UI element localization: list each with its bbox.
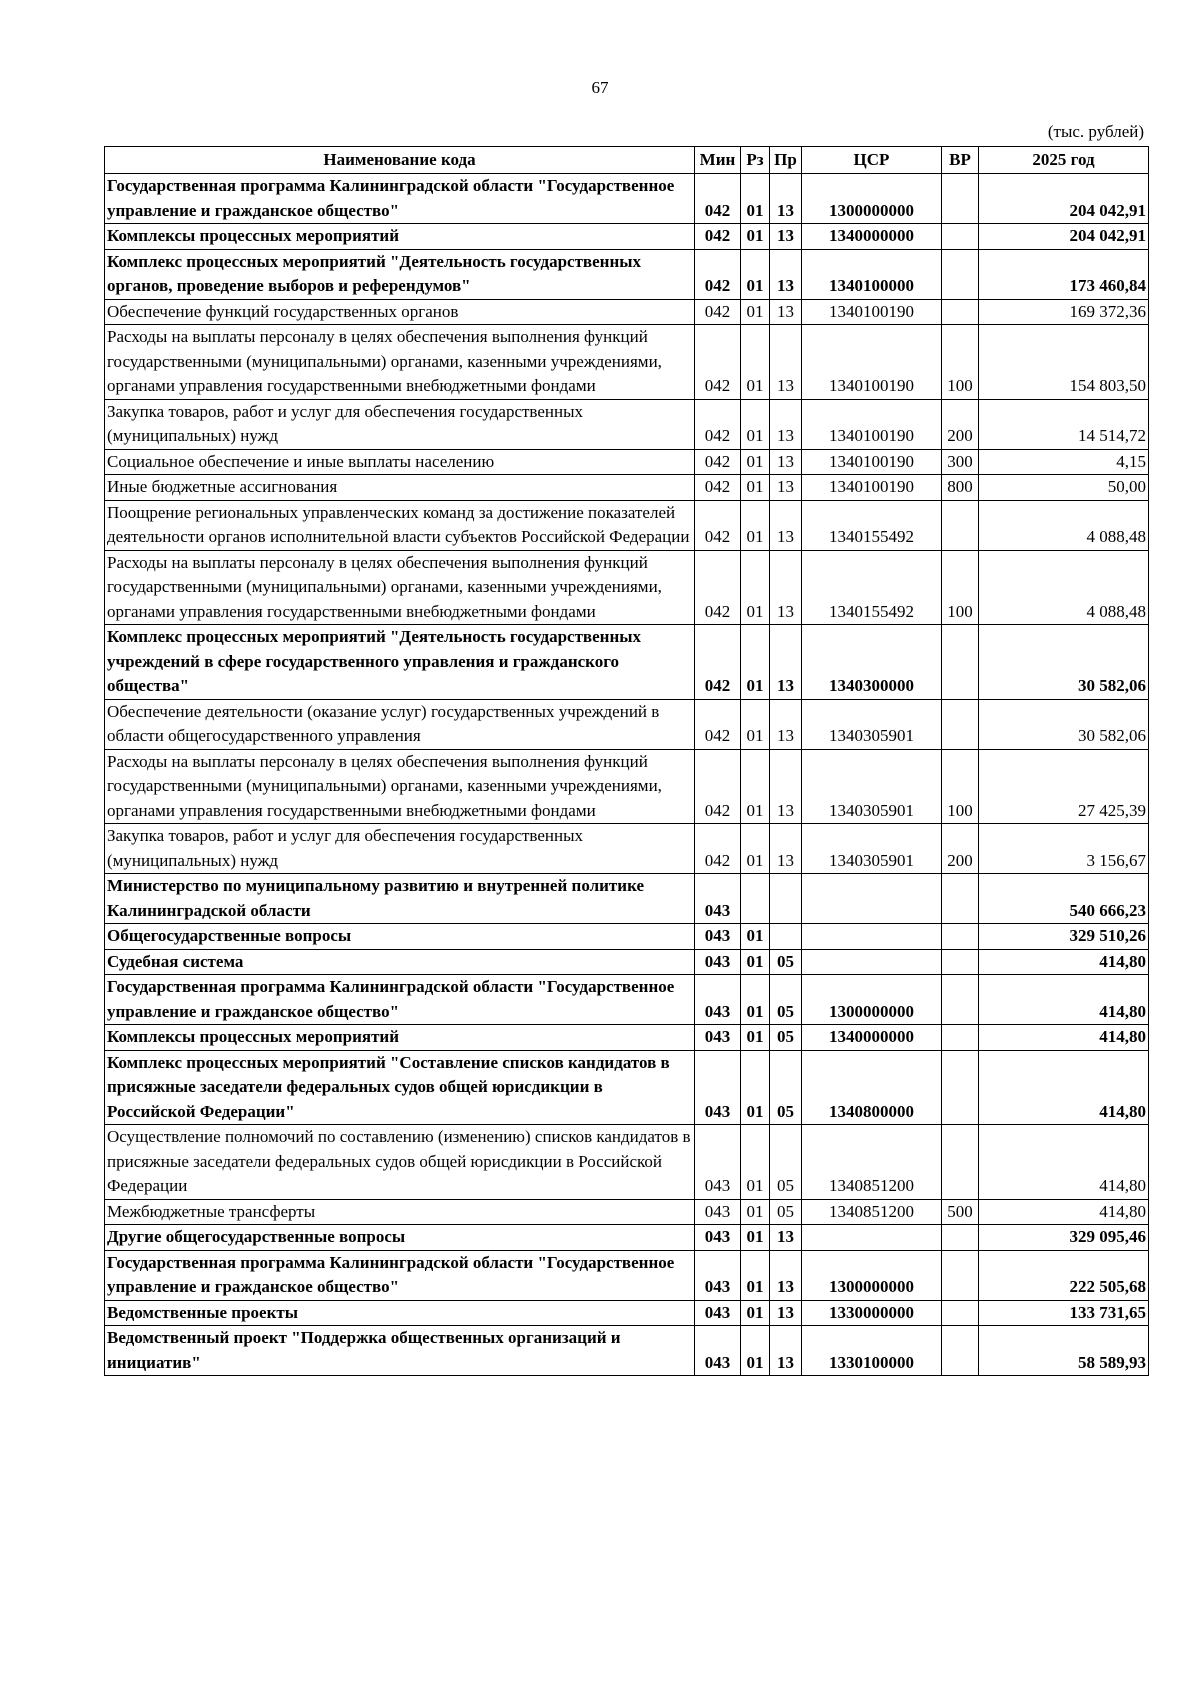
table-row: [105, 949, 1149, 975]
cell-vr: [942, 975, 979, 1025]
cell-csr: 1340000000: [802, 224, 942, 250]
cell-vr: 100: [942, 749, 979, 824]
cell-rz: 01: [741, 1050, 770, 1125]
cell-name: Судебная система: [105, 949, 695, 975]
cell-min: 042: [695, 749, 741, 824]
cell-name: Комплекс процессных мероприятий "Деятельность государственных органов, проведение выборов и референдумов": [105, 249, 695, 299]
cell-amount: 30 582,06: [979, 625, 1149, 700]
cell-csr: 1340100000: [802, 249, 942, 299]
cell-pr: 05: [770, 1199, 802, 1225]
cell-name: Общегосударственные вопросы: [105, 924, 695, 950]
units-label: (тыс. рублей): [1047, 122, 1144, 141]
cell-pr: [770, 874, 802, 924]
cell-pr: 05: [770, 1125, 802, 1200]
cell-amount: 30 582,06: [979, 699, 1149, 749]
cell-min: 043: [695, 949, 741, 975]
cell-rz: 01: [741, 924, 770, 950]
cell-amount: 4 088,48: [979, 500, 1149, 550]
cell-rz: 01: [741, 449, 770, 475]
cell-name: Поощрение региональных управленческих команд за достижение показателей деятельности органов исполнительной власти субъектов Российской Федерации: [105, 500, 695, 550]
cell-min: 042: [695, 824, 741, 874]
cell-rz: 01: [741, 1225, 770, 1251]
table-row: [105, 749, 1149, 824]
cell-pr: 05: [770, 949, 802, 975]
cell-name: Расходы на выплаты персоналу в целях обеспечения выполнения функций государственными (муниципальными) органами, казенными учреждениями, органами управления государственными внебюджетными фондами: [105, 550, 695, 625]
cell-rz: 01: [741, 975, 770, 1025]
cell-csr: 1340100190: [802, 449, 942, 475]
table-row: [105, 1125, 1149, 1200]
page-number: 67: [591, 78, 609, 97]
table-row: [105, 550, 1149, 625]
cell-min: 043: [695, 874, 741, 924]
cell-min: 042: [695, 249, 741, 299]
cell-vr: [942, 1025, 979, 1051]
cell-csr: [802, 949, 942, 975]
table-row: [105, 475, 1149, 501]
cell-amount: 3 156,67: [979, 824, 1149, 874]
cell-vr: 100: [942, 550, 979, 625]
cell-csr: 1340851200: [802, 1125, 942, 1200]
cell-pr: [770, 924, 802, 950]
cell-rz: 01: [741, 224, 770, 250]
cell-name: Другие общегосударственные вопросы: [105, 1225, 695, 1251]
cell-min: 042: [695, 449, 741, 475]
cell-amount: 58 589,93: [979, 1326, 1149, 1376]
table-row: [105, 249, 1149, 299]
cell-vr: [942, 625, 979, 700]
cell-csr: [802, 874, 942, 924]
cell-csr: 1340155492: [802, 550, 942, 625]
table-row: [105, 924, 1149, 950]
cell-vr: [942, 249, 979, 299]
cell-vr: [942, 299, 979, 325]
table-body: [105, 174, 1149, 1376]
cell-min: 043: [695, 1050, 741, 1125]
table-row: [105, 399, 1149, 449]
cell-csr: [802, 1225, 942, 1251]
header-name: Наименование кода: [105, 147, 695, 174]
cell-min: 042: [695, 500, 741, 550]
cell-rz: 01: [741, 699, 770, 749]
cell-rz: 01: [741, 500, 770, 550]
table-row: [105, 625, 1149, 700]
cell-min: 043: [695, 1225, 741, 1251]
budget-table: [104, 146, 1149, 1376]
cell-pr: 05: [770, 975, 802, 1025]
cell-vr: [942, 1250, 979, 1300]
cell-csr: 1340300000: [802, 625, 942, 700]
cell-amount: 329 510,26: [979, 924, 1149, 950]
cell-min: 042: [695, 399, 741, 449]
table-row: [105, 174, 1149, 224]
cell-pr: 13: [770, 1225, 802, 1251]
table-row: [105, 1250, 1149, 1300]
cell-amount: 414,80: [979, 1025, 1149, 1051]
table-row: [105, 1326, 1149, 1376]
cell-pr: 13: [770, 174, 802, 224]
table-row: [105, 1300, 1149, 1326]
cell-min: 043: [695, 1025, 741, 1051]
cell-min: 042: [695, 699, 741, 749]
cell-pr: 13: [770, 475, 802, 501]
header-min: Мин: [695, 147, 741, 174]
cell-amount: 154 803,50: [979, 325, 1149, 400]
cell-vr: 200: [942, 824, 979, 874]
cell-amount: 414,80: [979, 1050, 1149, 1125]
cell-rz: 01: [741, 1199, 770, 1225]
cell-csr: 1340305901: [802, 749, 942, 824]
cell-min: 042: [695, 224, 741, 250]
cell-csr: 1340305901: [802, 824, 942, 874]
cell-rz: 01: [741, 749, 770, 824]
cell-amount: 27 425,39: [979, 749, 1149, 824]
cell-name: Государственная программа Калининградской области "Государственное управление и гражданское общество": [105, 975, 695, 1025]
cell-csr: 1340100190: [802, 475, 942, 501]
cell-vr: [942, 949, 979, 975]
header-vr: ВР: [942, 147, 979, 174]
table-row: [105, 975, 1149, 1025]
cell-min: 043: [695, 1250, 741, 1300]
cell-pr: 13: [770, 399, 802, 449]
cell-pr: 13: [770, 699, 802, 749]
table-row: [105, 1199, 1149, 1225]
cell-pr: 13: [770, 625, 802, 700]
cell-name: Комплексы процессных мероприятий: [105, 1025, 695, 1051]
cell-vr: [942, 1300, 979, 1326]
cell-min: 043: [695, 975, 741, 1025]
cell-min: 042: [695, 299, 741, 325]
cell-amount: 173 460,84: [979, 249, 1149, 299]
cell-pr: 05: [770, 1050, 802, 1125]
cell-vr: [942, 1225, 979, 1251]
cell-vr: [942, 1125, 979, 1200]
cell-csr: 1340800000: [802, 1050, 942, 1125]
cell-name: Комплексы процессных мероприятий: [105, 224, 695, 250]
cell-csr: 1330000000: [802, 1300, 942, 1326]
cell-amount: 329 095,46: [979, 1225, 1149, 1251]
table-row: [105, 1050, 1149, 1125]
cell-vr: [942, 1326, 979, 1376]
cell-amount: 4 088,48: [979, 550, 1149, 625]
cell-vr: [942, 174, 979, 224]
cell-rz: 01: [741, 299, 770, 325]
cell-vr: [942, 924, 979, 950]
cell-vr: [942, 874, 979, 924]
cell-amount: 4,15: [979, 449, 1149, 475]
cell-min: 042: [695, 475, 741, 501]
cell-rz: 01: [741, 1250, 770, 1300]
cell-name: Обеспечение деятельности (оказание услуг) государственных учреждений в области общегосударственного управления: [105, 699, 695, 749]
cell-name: Обеспечение функций государственных органов: [105, 299, 695, 325]
table-row: [105, 824, 1149, 874]
cell-min: 042: [695, 550, 741, 625]
cell-amount: 414,80: [979, 975, 1149, 1025]
cell-vr: [942, 500, 979, 550]
cell-vr: 100: [942, 325, 979, 400]
cell-name: Комплекс процессных мероприятий "Составление списков кандидатов в присяжные заседатели федеральных судов общей юрисдикции в Российской Федерации": [105, 1050, 695, 1125]
cell-min: 042: [695, 325, 741, 400]
table-row: [105, 449, 1149, 475]
cell-rz: 01: [741, 1125, 770, 1200]
cell-amount: 414,80: [979, 1199, 1149, 1225]
table-row: [105, 1025, 1149, 1051]
cell-rz: 01: [741, 1326, 770, 1376]
cell-vr: 300: [942, 449, 979, 475]
cell-rz: 01: [741, 625, 770, 700]
header-row: [105, 147, 1149, 174]
table-row: [105, 699, 1149, 749]
table-header: [105, 147, 1149, 174]
cell-vr: [942, 224, 979, 250]
cell-csr: 1340000000: [802, 1025, 942, 1051]
cell-pr: 13: [770, 224, 802, 250]
cell-rz: [741, 874, 770, 924]
cell-amount: 414,80: [979, 949, 1149, 975]
cell-amount: 204 042,91: [979, 174, 1149, 224]
cell-vr: 500: [942, 1199, 979, 1225]
cell-csr: 1300000000: [802, 1250, 942, 1300]
cell-csr: 1340100190: [802, 299, 942, 325]
table-row: [105, 325, 1149, 400]
cell-pr: 05: [770, 1025, 802, 1051]
cell-amount: 133 731,65: [979, 1300, 1149, 1326]
cell-rz: 01: [741, 174, 770, 224]
cell-vr: [942, 699, 979, 749]
cell-amount: 414,80: [979, 1125, 1149, 1200]
cell-amount: 169 372,36: [979, 299, 1149, 325]
header-amount: 2025 год: [979, 147, 1149, 174]
table-row: [105, 874, 1149, 924]
cell-csr: 1340305901: [802, 699, 942, 749]
cell-pr: 13: [770, 824, 802, 874]
cell-pr: 13: [770, 249, 802, 299]
cell-amount: 50,00: [979, 475, 1149, 501]
cell-amount: 14 514,72: [979, 399, 1149, 449]
cell-name: Государственная программа Калининградской области "Государственное управление и гражданское общество": [105, 174, 695, 224]
cell-csr: 1340100190: [802, 325, 942, 400]
cell-rz: 01: [741, 1025, 770, 1051]
cell-rz: 01: [741, 1300, 770, 1326]
cell-vr: 800: [942, 475, 979, 501]
cell-min: 043: [695, 1125, 741, 1200]
cell-min: 043: [695, 1199, 741, 1225]
cell-name: Ведомственные проекты: [105, 1300, 695, 1326]
cell-csr: 1330100000: [802, 1326, 942, 1376]
cell-vr: [942, 1050, 979, 1125]
cell-csr: 1300000000: [802, 174, 942, 224]
cell-rz: 01: [741, 325, 770, 400]
cell-pr: 13: [770, 550, 802, 625]
cell-amount: 204 042,91: [979, 224, 1149, 250]
cell-name: Закупка товаров, работ и услуг для обеспечения государственных (муниципальных) нужд: [105, 399, 695, 449]
cell-csr: 1300000000: [802, 975, 942, 1025]
cell-name: Государственная программа Калининградской области "Государственное управление и гражданское общество": [105, 1250, 695, 1300]
table-row: [105, 500, 1149, 550]
cell-amount: 540 666,23: [979, 874, 1149, 924]
cell-pr: 13: [770, 749, 802, 824]
table-row: [105, 1225, 1149, 1251]
cell-amount: 222 505,68: [979, 1250, 1149, 1300]
cell-rz: 01: [741, 249, 770, 299]
cell-rz: 01: [741, 550, 770, 625]
cell-name: Социальное обеспечение и иные выплаты населению: [105, 449, 695, 475]
cell-pr: 13: [770, 1250, 802, 1300]
cell-name: Иные бюджетные ассигнования: [105, 475, 695, 501]
table-row: [105, 224, 1149, 250]
cell-name: Комплекс процессных мероприятий "Деятельность государственных учреждений в сфере государственного управления и гражданского общества": [105, 625, 695, 700]
header-rz: Рз: [741, 147, 770, 174]
cell-pr: 13: [770, 299, 802, 325]
cell-csr: 1340155492: [802, 500, 942, 550]
cell-csr: 1340100190: [802, 399, 942, 449]
cell-csr: 1340851200: [802, 1199, 942, 1225]
cell-vr: 200: [942, 399, 979, 449]
cell-rz: 01: [741, 475, 770, 501]
cell-pr: 13: [770, 449, 802, 475]
cell-pr: 13: [770, 325, 802, 400]
cell-pr: 13: [770, 1326, 802, 1376]
cell-min: 043: [695, 1300, 741, 1326]
cell-name: Закупка товаров, работ и услуг для обеспечения государственных (муниципальных) нужд: [105, 824, 695, 874]
cell-min: 042: [695, 174, 741, 224]
cell-pr: 13: [770, 500, 802, 550]
cell-name: Ведомственный проект "Поддержка общественных организаций и инициатив": [105, 1326, 695, 1376]
header-csr: ЦСР: [802, 147, 942, 174]
cell-name: Межбюджетные трансферты: [105, 1199, 695, 1225]
cell-pr: 13: [770, 1300, 802, 1326]
cell-name: Министерство по муниципальному развитию и внутренней политике Калининградской области: [105, 874, 695, 924]
cell-name: Расходы на выплаты персоналу в целях обеспечения выполнения функций государственными (муниципальными) органами, казенными учреждениями, органами управления государственными внебюджетными фондами: [105, 749, 695, 824]
cell-rz: 01: [741, 949, 770, 975]
header-pr: Пр: [770, 147, 802, 174]
cell-name: Осуществление полномочий по составлению (изменению) списков кандидатов в присяжные заседатели федеральных судов общей юрисдикции в Российской Федерации: [105, 1125, 695, 1200]
cell-rz: 01: [741, 824, 770, 874]
cell-rz: 01: [741, 399, 770, 449]
cell-csr: [802, 924, 942, 950]
cell-min: 043: [695, 1326, 741, 1376]
table-row: [105, 299, 1149, 325]
cell-min: 042: [695, 625, 741, 700]
cell-name: Расходы на выплаты персоналу в целях обеспечения выполнения функций государственными (муниципальными) органами, казенными учреждениями, органами управления государственными внебюджетными фондами: [105, 325, 695, 400]
cell-min: 043: [695, 924, 741, 950]
